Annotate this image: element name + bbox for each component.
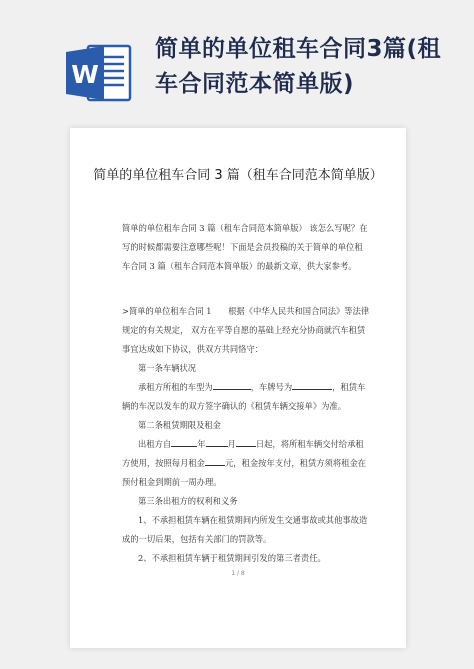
article-2-heading: 第二条租赁期限及租金 [138,420,221,430]
contract-opening: >简单的单位租车合同 1 根据《中华人民共和国合同法》等法律规定的有关规定， 双方在平等自愿的基础上经充分协商就汽车租赁事宜达成如下协议，供双方共同恪守： [122,306,370,354]
logo-letter: W [71,60,99,89]
blank-field [213,389,251,390]
article-3-heading: 第三条出租方的权利和义务 [138,496,238,506]
intro-paragraph [122,219,370,276]
page-number: 1 / 8 [231,570,245,577]
header [0,0,474,122]
article-1-text: 承租方所租的车型为 ，车牌号为 ，租赁车辆的车况以发车的双方签字确认的《租赁车辆交接单》为准。 [122,382,366,411]
intro-text: 简单的单位租车合同 3 篇（租车合同范本简单版） 该怎么写呢？在写的时候都需要注意哪些呢！下面是会员投稿的关于简单的单位租车合同 3 篇（租车合同范本简单版）的最新文章，供大家参考。 [122,223,368,271]
blank-field [292,389,332,390]
article-2-text: 出租方自 年 月 日起，将所租车辆交付给承租方使用，按照每月租金 元，租金按年支付，租赁方须将租金在预付租金到期前一周办理。 [122,439,367,487]
blank-field [205,465,225,466]
article-1-heading: 第一条车辆状况 [138,363,197,373]
article-3-item-1: 1、不承担租赁车辆在租赁期间内所发生交通事故或其他事故造成的一切后果，包括有关部门的罚款等。 [122,515,368,544]
article-3-item-2: 2、不承担租赁车辆于租赁期间引发的第三者责任。 [138,553,326,563]
header-title: 简单的单位租车合同3篇(租车合同范本简单版) [155,36,442,97]
contract-body [122,302,370,568]
blank-field [236,446,256,447]
blank-field [171,446,197,447]
blank-field [206,446,228,447]
document-page [70,128,406,648]
word-document-icon [64,42,132,104]
document-title: 简单的单位租车合同 3 篇（租车合同范本简单版） [93,168,383,183]
